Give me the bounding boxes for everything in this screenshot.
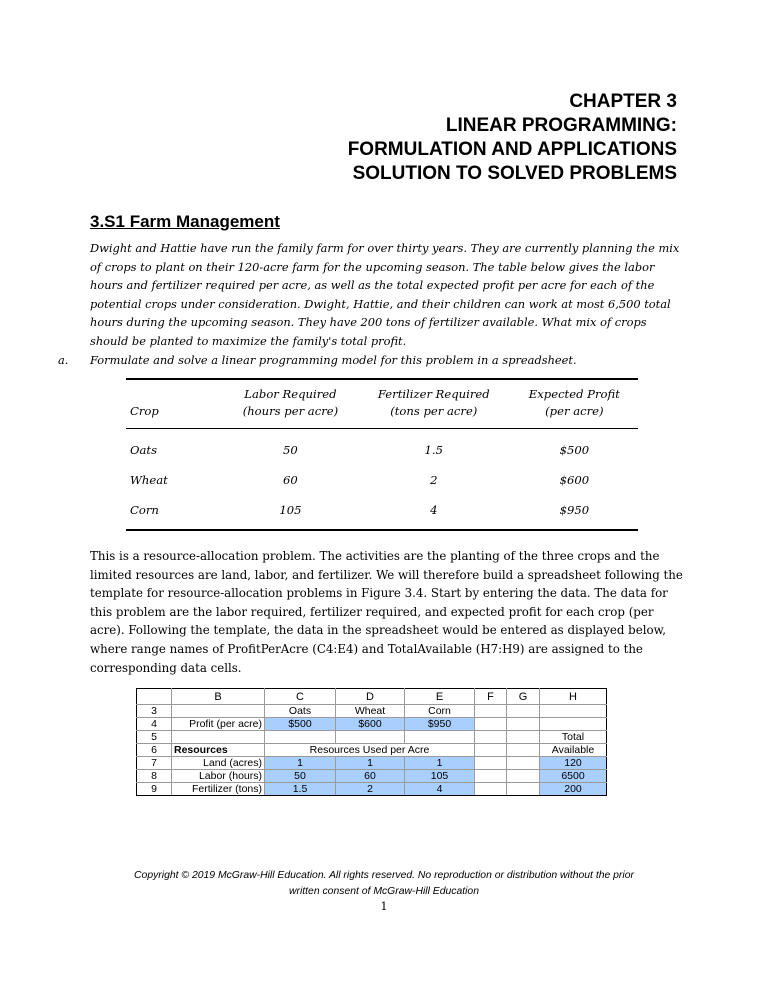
table-row — [126, 465, 638, 495]
cell-e5[interactable] — [405, 731, 475, 744]
cell-g3[interactable] — [507, 705, 540, 718]
cell-f4[interactable] — [475, 718, 507, 731]
spreadsheet-column-header-row — [137, 689, 607, 705]
fertilizer-value: 1.5 — [424, 443, 443, 457]
column-header-b[interactable]: B — [172, 689, 265, 705]
cell-b6[interactable]: Resources — [172, 744, 265, 757]
cell-b9[interactable]: Fertilizer (tons) — [172, 783, 265, 796]
spreadsheet-grid — [136, 688, 607, 796]
spreadsheet-row-7 — [137, 757, 607, 770]
row-number[interactable]: 7 — [137, 757, 172, 770]
cell-h4[interactable] — [540, 718, 607, 731]
cell-c4[interactable]: $500 — [265, 718, 336, 731]
crop-table-header-row — [126, 379, 638, 429]
crop-header: Crop — [126, 379, 224, 429]
cell-g4[interactable] — [507, 718, 540, 731]
cell-c6-e6[interactable]: Resources Used per Acre — [265, 744, 475, 757]
copyright-line2: written consent of McGraw-Hill Education — [289, 886, 479, 897]
column-header-d[interactable]: D — [336, 689, 405, 705]
cell-e8[interactable]: 105 — [405, 770, 475, 783]
labor-header: Labor Required (hours per acre) — [224, 379, 357, 429]
explanation-paragraph: This is a resource-allocation problem. The activities are the planting of the three crops and the limited resources are land, labor, and fertilizer. We will therefore build a spreadsheet following the template for resource-allocation problems in Figure 3.4. Start by entering the data. The data for this problem are the labor required, fertilizer required, and expected profit for each crop (per acre). Following the template, the data in the spreadsheet would be entered as displayed below, where range names of ProfitPerAcre (C4:E4) and TotalAvailable (H7:H9) are assigned to the corresponding data cells. — [90, 549, 683, 675]
problem-statement: Dwight and Hattie have run the family farm for over thirty years. They are currently planning the mix of crops to plant on their 120-acre farm for the upcoming season. The table below gives the labor hours and fertilizer required per acre, as well as the total expected profit per acre for each of the potential crops under consideration. Dwight, Hattie, and their children can work at most 6,500 total hours during the upcoming season. They have 200 tons of fertilizer available. What mix of crops should be planted to maximize the family's total profit. — [90, 241, 680, 348]
cell-h7[interactable]: 120 — [540, 757, 607, 770]
row-number[interactable]: 5 — [137, 731, 172, 744]
cell-d3[interactable]: Wheat — [336, 705, 405, 718]
cell-b8[interactable]: Labor (hours) — [172, 770, 265, 783]
cell-f8[interactable] — [475, 770, 507, 783]
cell-e4[interactable]: $950 — [405, 718, 475, 731]
cell-d5[interactable] — [336, 731, 405, 744]
corner-cell — [137, 689, 172, 705]
cell-h9[interactable]: 200 — [540, 783, 607, 796]
cell-b4[interactable]: Profit (per acre) — [172, 718, 265, 731]
cell-g6[interactable] — [507, 744, 540, 757]
cell-b3[interactable] — [172, 705, 265, 718]
cell-c9[interactable]: 1.5 — [265, 783, 336, 796]
chapter-number: CHAPTER 3 — [569, 91, 677, 112]
cell-e9[interactable]: 4 — [405, 783, 475, 796]
chapter-subtitle: SOLUTION TO SOLVED PROBLEMS — [352, 163, 677, 184]
cell-f5[interactable] — [475, 731, 507, 744]
column-header-h[interactable]: H — [540, 689, 607, 705]
crop-name: Corn — [126, 495, 224, 530]
cell-g9[interactable] — [507, 783, 540, 796]
chapter-title-line1: LINEAR PROGRAMMING: — [445, 115, 677, 136]
cell-f3[interactable] — [475, 705, 507, 718]
cell-d9[interactable]: 2 — [336, 783, 405, 796]
row-number[interactable]: 4 — [137, 718, 172, 731]
fertilizer-value: 4 — [357, 495, 511, 530]
spreadsheet-row-3 — [137, 705, 607, 718]
cell-e3[interactable]: Corn — [405, 705, 475, 718]
crop-name: Oats — [130, 443, 158, 457]
spreadsheet-row-4 — [137, 718, 607, 731]
profit-value: $500 — [559, 443, 590, 457]
spreadsheet-row-6 — [137, 744, 607, 757]
column-header-c[interactable]: C — [265, 689, 336, 705]
cell-d8[interactable]: 60 — [336, 770, 405, 783]
cell-h3[interactable] — [540, 705, 607, 718]
table-row — [126, 429, 638, 466]
cell-f6[interactable] — [475, 744, 507, 757]
cell-e7[interactable]: 1 — [405, 757, 475, 770]
crop-name: Wheat — [130, 473, 168, 487]
spreadsheet-row-8 — [137, 770, 607, 783]
part-a-question — [58, 351, 698, 369]
fertilizer-value: 2 — [430, 473, 438, 487]
cell-d7[interactable]: 1 — [336, 757, 405, 770]
chapter-header — [348, 90, 677, 186]
row-number[interactable]: 3 — [137, 705, 172, 718]
spreadsheet-row-9 — [137, 783, 607, 796]
spreadsheet-row-5 — [137, 731, 607, 744]
labor-value: 105 — [224, 495, 357, 530]
cell-b7[interactable]: Land (acres) — [172, 757, 265, 770]
labor-value: 60 — [283, 473, 298, 487]
profit-value: $950 — [511, 495, 638, 530]
cell-h8[interactable]: 6500 — [540, 770, 607, 783]
section-title: 3.S1 Farm Management — [90, 212, 280, 231]
copyright-line1: Copyright © 2019 McGraw-Hill Education. All rights reserved. No reproduction or distribution without the prior — [134, 870, 634, 881]
table-row — [126, 495, 638, 530]
fertilizer-header: Fertilizer Required (tons per acre) — [357, 379, 511, 429]
cell-b5[interactable] — [172, 731, 265, 744]
cell-g5[interactable] — [507, 731, 540, 744]
cell-c3[interactable]: Oats — [265, 705, 336, 718]
cell-d4[interactable]: $600 — [336, 718, 405, 731]
profit-value: $600 — [559, 473, 590, 487]
cell-h6[interactable]: Available — [540, 744, 607, 757]
column-header-g[interactable]: G — [507, 689, 540, 705]
chapter-title-line2: FORMULATION AND APPLICATIONS — [347, 139, 677, 160]
page-number: 1 — [380, 900, 388, 913]
copyright-footer — [0, 868, 768, 900]
cell-h5[interactable]: Total — [540, 731, 607, 744]
cell-f7[interactable] — [475, 757, 507, 770]
cell-g7[interactable] — [507, 757, 540, 770]
cell-g8[interactable] — [507, 770, 540, 783]
column-header-f[interactable]: F — [475, 689, 507, 705]
cell-c7[interactable]: 1 — [265, 757, 336, 770]
part-a-text: Formulate and solve a linear programming model for this problem in a spreadsheet. — [90, 353, 577, 367]
cell-c5[interactable] — [265, 731, 336, 744]
cell-f9[interactable] — [475, 783, 507, 796]
cell-c8[interactable]: 50 — [265, 770, 336, 783]
row-number[interactable]: 8 — [137, 770, 172, 783]
row-number[interactable]: 9 — [137, 783, 172, 796]
row-number[interactable]: 6 — [137, 744, 172, 757]
crop-data-table — [126, 378, 638, 531]
profit-header: Expected Profit (per acre) — [511, 379, 638, 429]
part-a-label: a. — [58, 353, 69, 367]
column-header-e[interactable]: E — [405, 689, 475, 705]
labor-value: 50 — [283, 443, 298, 457]
